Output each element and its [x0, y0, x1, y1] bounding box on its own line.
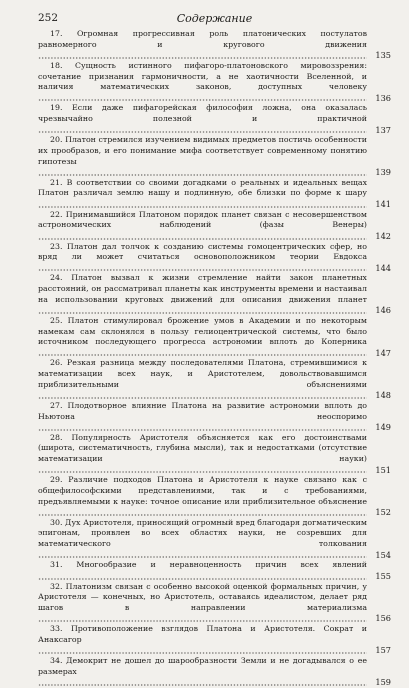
toc-entry-text: 31. Многообразие и неравноценность причин всех явлений [50, 560, 367, 570]
toc-entry-text: 26. Резкая разница между последователями Платона, стремившимися к математизации всех наук, и Аристотелем, довольствовавшимся приблизительными объяснениями [38, 358, 367, 389]
toc-entry [38, 624, 391, 656]
toc-entry-text: 34. Демокрит не дошел до шарообразности Земли и не догадывался о ее размерах [38, 655, 367, 676]
toc-entry [38, 316, 391, 359]
toc-entry-page: 146 [367, 305, 391, 316]
toc-entry-page: 148 [367, 390, 391, 401]
toc-entry [38, 135, 391, 178]
toc-entry-page: 157 [367, 645, 391, 656]
toc-entry-text: 20. Платон стремился изучением видимых предметов постичь особенности их прообразов, и его понимание мифа соответствует современному понятию гипотезы [38, 135, 367, 166]
toc-entry-text: 19. Если даже пифагорейская философия ложна, она оказалась чрезвычайно полезной и практичной [38, 103, 367, 123]
toc-entry [38, 475, 391, 518]
toc-entry-text: 33. Противоположение взглядов Платона и Аристотеля. Сократ и Анаксагор [38, 624, 367, 644]
toc-entry-text: 18. Сущность истинного пифагоро-платоновского мировоззрения: сочетание признания гармоничности, а не хаотичности Вселенной, и наличия математических законов, доступных человеку [38, 60, 367, 92]
toc-entry-text: 21. В соответствии со своими догадками о реальных и идеальных вещах Платон различал землю нашу и подлинную, обе близки по форме к шару [38, 177, 367, 198]
toc-entry-text: 25. Платон стимулировал брожение умов в Академии и по некоторым намекам сам склонялся в пользу гелиоцентрической системы, что было источником последующего прогресса астрономии вплоть до Коперника [38, 315, 367, 347]
toc-entry-page: 144 [367, 263, 391, 274]
toc-entry-page: 155 [367, 571, 391, 582]
toc-entry [38, 582, 391, 625]
toc-entry-page: 156 [367, 613, 391, 624]
toc-entry [38, 242, 391, 274]
toc-entry-text: 22. Принимавшийся Платоном порядок планет связан с несовершенством астрономических наблюдений (фазы Венеры) [38, 209, 367, 230]
toc-entry [38, 358, 391, 401]
table-of-contents [38, 29, 391, 688]
toc-entry [38, 273, 391, 316]
toc-entry-page: 137 [367, 125, 391, 136]
toc-entry-text: 29. Различие подходов Платона и Аристотеля к науке связано как с общефилософскими представлениями, так и с требованиями, предъявляемыми к науке: точное описание или приблизительное объяснение [38, 475, 367, 506]
toc-entry [38, 178, 391, 210]
toc-entry-page: 136 [367, 93, 391, 104]
toc-entry [38, 433, 391, 476]
running-title: Содержание [176, 12, 253, 25]
toc-entry-page: 147 [367, 348, 391, 359]
toc-entry [38, 29, 391, 61]
page-header [38, 12, 391, 26]
toc-entry [38, 210, 391, 242]
toc-entry [38, 103, 391, 135]
toc-entry-text: 24. Платон вызвал к жизни стремление найти закон планетных расстояний, он рассматривал планеты как инструменты времени и настаивал на использовании круговых движений для описания движения планет [38, 273, 367, 304]
toc-entry-page: 142 [367, 231, 391, 242]
page-number: 252 [38, 12, 59, 24]
toc-entry [38, 560, 391, 581]
toc-entry-page: 154 [367, 550, 391, 561]
toc-entry [38, 61, 391, 104]
toc-entry-page: 149 [367, 422, 391, 433]
toc-entry-page: 139 [367, 167, 391, 178]
toc-entry-page: 151 [367, 465, 391, 476]
toc-entry [38, 401, 391, 433]
toc-entry-page: 152 [367, 507, 391, 518]
toc-entry-text: 27. Плодотворное влияние Платона на развитие астрономии вплоть до Ньютона неоспоримо [38, 400, 367, 421]
toc-entry-text: 32. Платонизм связан с особенно высокой оценкой формальных причин, у Аристотеля — конечных, но Аристотель, оставаясь идеалистом, делает ряд шагов в направлении материализма [38, 581, 367, 612]
toc-entry [38, 518, 391, 561]
toc-entry-text: 23. Платон дал толчок к созданию системы гомоцентрических сфер, но вряд ли может считаться основоположником теории Евдокса [38, 241, 367, 262]
toc-entry-text: 17. Огромная прогрессивная роль платонических постулатов равномерного и кругового движения [38, 29, 367, 49]
toc-entry-text: 30. Дух Аристотеля, приносящий огромный вред благодаря догматическим эпигонам, проявлен во всех областях науки, не созревших для математического толкования [38, 517, 367, 548]
toc-entry-page: 159 [367, 677, 391, 688]
toc-entry-page: 141 [367, 199, 391, 210]
toc-entry-text: 28. Популярность Аристотеля объясняется как его достоинствами (широта, систематичность, глубина мысли), так и недостатками (отсутствие математизации науки) [38, 432, 367, 463]
toc-entry-page: 135 [367, 50, 391, 61]
toc-entry [38, 656, 391, 688]
